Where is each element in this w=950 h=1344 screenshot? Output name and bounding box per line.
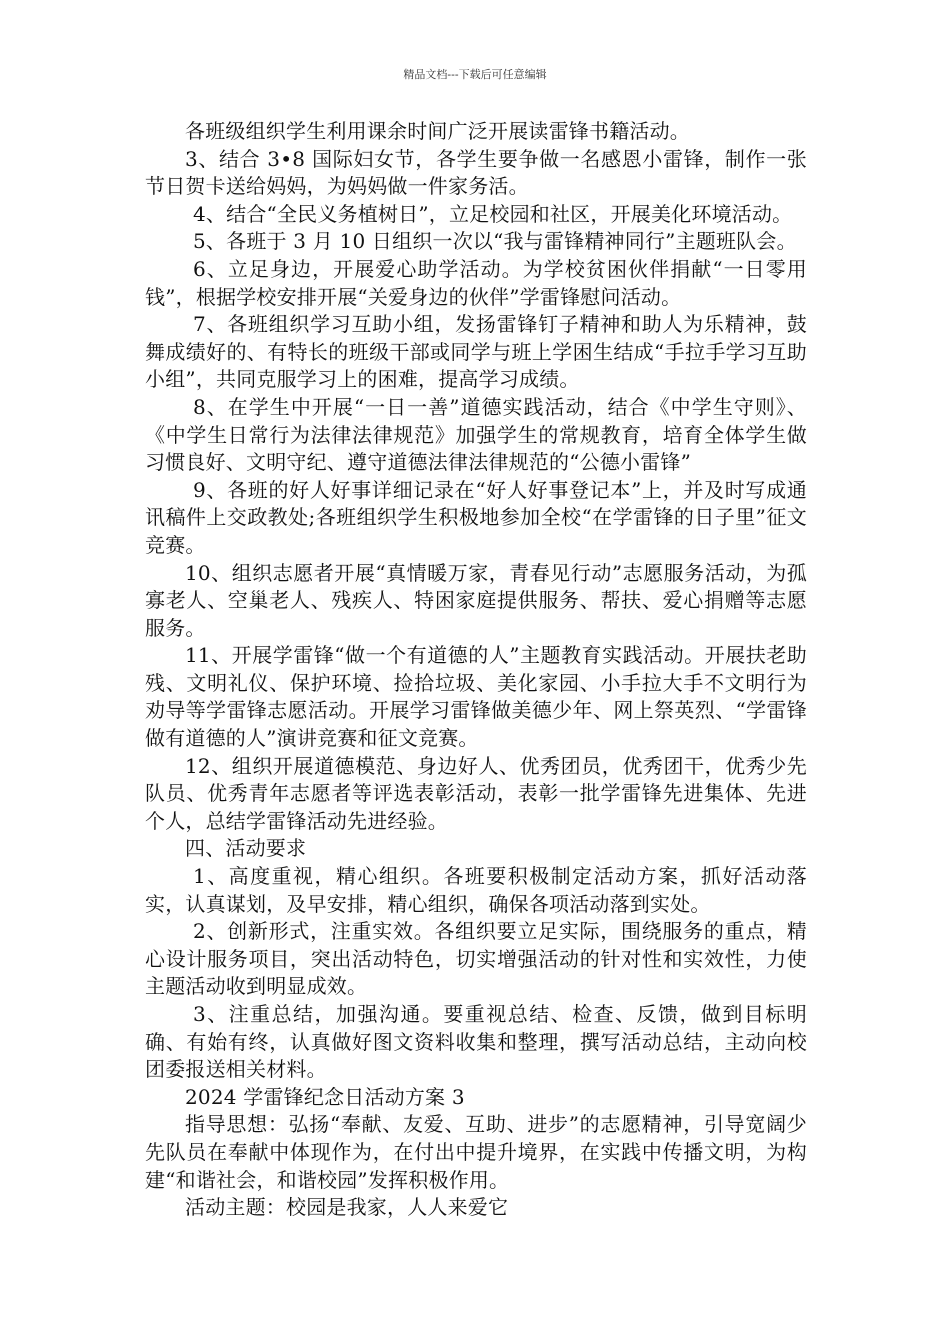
paragraph: 各班级组织学生利用课余时间广泛开展读雷锋书籍活动。	[185, 119, 690, 143]
paragraph: 活动主题：校园是我家，人人来爱它	[185, 1195, 509, 1220]
paragraph: 10、组织志愿者开展“真情暖万家，青春见行动”志愿服务活动，为孤寡老人、空巢老人、残疾人、特困家庭提供服务、帮扶、爱心捐赠等志愿服务。	[145, 560, 807, 640]
paragraph: 5、各班于 3 月 10 日组织一次以“我与雷锋精神同行”主题班队会。	[193, 229, 797, 254]
paragraph: 2、创新形式，注重实效。各组织要立足实际，围绕服务的重点，精心设计服务项目，突出活动特色，切实增强活动的针对性和实效性，力使主题活动收到明显成效。	[145, 919, 807, 999]
paragraph: 3、结合 3•8 国际妇女节，各学生要争做一名感恩小雷锋，制作一张节日贺卡送给妈妈，为妈妈做一件家务活。	[145, 146, 807, 199]
paragraph: 4、结合“全民义务植树日”，立足校园和社区，开展美化环境活动。	[193, 201, 793, 226]
paragraph: 1、高度重视，精心组织。各班要积极制定活动方案，抓好活动落实，认真谋划，及早安排，精心组织，确保各项活动落到实处。	[145, 864, 807, 916]
document-body	[145, 118, 807, 1222]
paragraph: 7、各班组织学习互助小组，发扬雷锋钉子精神和助人为乐精神，鼓舞成绩好的、有特长的班级干部或同学与班上学困生结成“手拉手学习互助小组”，共同克服学习上的困难，提高学习成绩。	[145, 312, 807, 392]
paragraph: 6、立足身边，开展爱心助学活动。为学校贫困伙伴捐献“一日零用钱”，根据学校安排开展“关爱身边的伙伴”学雷锋慰问活动。	[145, 256, 807, 309]
paragraph: 12、组织开展道德模范、身边好人、优秀团员，优秀团干，优秀少先队员、优秀青年志愿者等评选表彰活动，表彰一批学雷锋先进集体、先进个人，总结学雷锋活动先进经验。	[145, 753, 807, 833]
section-title: 2024 学雷锋纪念日活动方案 3	[185, 1084, 465, 1109]
section-heading: 四、活动要求	[185, 836, 307, 861]
paragraph: 9、各班的好人好事详细记录在“好人好事登记本”上，并及时写成通讯稿件上交政教处;各班组织学生积极地参加全校“在学雷锋的日子里”征文竞赛。	[145, 477, 807, 557]
paragraph: 3、注重总结，加强沟通。要重视总结、检查、反馈，做到目标明确、有始有终，认真做好图文资料收集和整理，撰写活动总结，主动向校团委报送相关材料。	[145, 1002, 807, 1082]
paragraph: 指导思想：弘扬“奉献、友爱、互助、进步”的志愿精神，引导宽阔少先队员在奉献中体现作为，在付出中提升境界，在实践中传播文明，为构建“和谐社会，和谐校园”发挥积极作用。	[145, 1112, 807, 1192]
paragraph: 8、在学生中开展“一日一善”道德实践活动，结合《中学生守则》、《中学生日常行为法律法律规范》加强学生的常规教育，培育全体学生做习惯良好、文明守纪、遵守道德法律法律规范的“公德小雷锋”	[145, 394, 807, 475]
paragraph: 11、开展学雷锋“做一个有道德的人”主题教育实践活动。开展扶老助残、文明礼仪、保护环境、捡拾垃圾、美化家园、小手拉大手不文明行为劝导等学雷锋志愿活动。开展学习雷锋做美德少年、网上祭英烈、“学雷锋做有道德的人”演讲竞赛和征文竞赛。	[145, 643, 807, 751]
page-header: 精品文档---下载后可任意编辑	[403, 68, 547, 81]
